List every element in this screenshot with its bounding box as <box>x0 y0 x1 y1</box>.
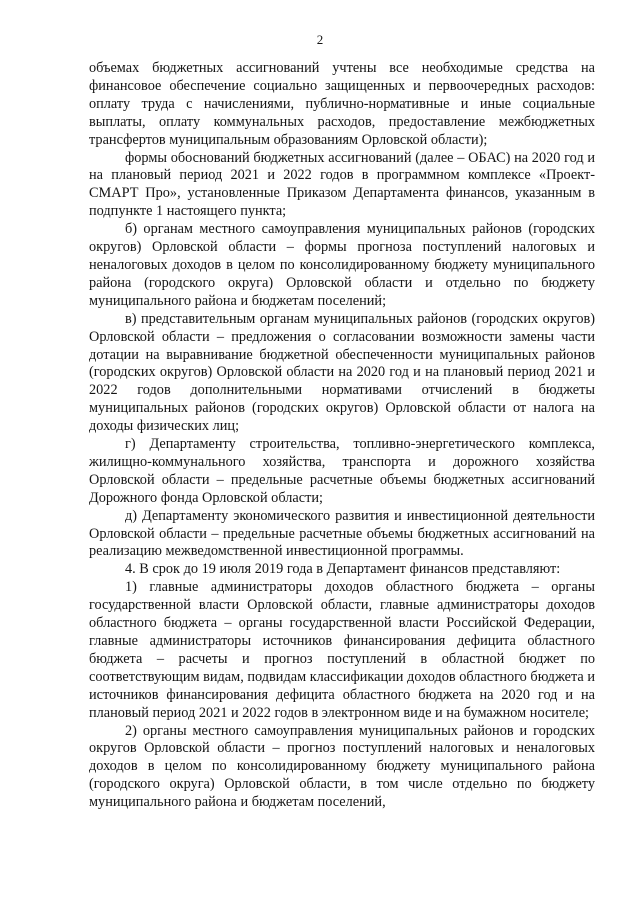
document-body <box>89 60 595 812</box>
paragraph-section-4: 4. В срок до 19 июля 2019 года в Департамент финансов представляют: <box>125 561 561 578</box>
paragraph-subitem-1: 1) главные администраторы доходов областного бюджета – органы государственной власти Орловской области, главные администраторы доходов областного бюджета – органы государственной власти Российской Федерации, главные администраторы источников финансирования дефицита областного бюджета – расчеты и прогноз поступлений в областной бюджет по соответствующим видам, подвидам классификации доходов областного бюджета и источников финансирования дефицита областного бюджета на 2020 год и на плановый период 2021 и 2022 годов в электронном виде и на бумажном носителе; <box>89 579 595 721</box>
paragraph-subitem-2: 2) органы местного самоуправления муниципальных районов и городских округов Орловской области – прогноз поступлений налоговых и неналоговых доходов в целом по консолидированному бюджету муниципального района (городского округа) Орловской области, в том числе отдельно по бюджету муниципального района и бюджетам поселений, <box>89 722 595 811</box>
page-number: 2 <box>316 32 324 47</box>
paragraph-budget-allocations: объемах бюджетных ассигнований учтены все необходимые средства на финансовое обеспечение социально защищенных и первоочередных расходов: оплату труда с начислениями, публично-нормативные и иные социальные выплаты, оплату коммунальных расходов, предоставление межбюджетных трансфертов муниципальным образованиям Орловской области); <box>89 60 595 148</box>
paragraph-item-d: д) Департаменту экономического развития и инвестиционной деятельности Орловской области – предельные расчетные объемы бюджетных ассигнований на реализацию межведомственной инвестиционной программы. <box>89 507 595 560</box>
paragraph-item-b: б) органам местного самоуправления муниципальных районов (городских округов) Орловской области – формы прогноза поступлений налоговых и неналоговых доходов в целом по консолидированному бюджету муниципального района (городского округа) Орловской области и отдельно по бюджету муниципального района и бюджетам поселений; <box>89 221 595 309</box>
paragraph-obas-forms: формы обоснований бюджетных ассигнований (далее – ОБАС) на 2020 год и на плановый период 2021 и 2022 годов в программном комплексе «Проект-СМАРТ Про», установленные Приказом Департамента финансов, указанным в подпункте 1 настоящего пункта; <box>89 149 595 220</box>
paragraph-item-v: в) представительным органам муниципальных районов (городских округов) Орловской области – предложения о согласовании возможности замены части дотации на выравнивание бюджетной обеспеченности муниципальных районов (городских округов) Орловской области на 2020 год и на плановый период 2021 и 2022 годов дополнительными нормативами отчислений в бюджеты муниципальных районов (городских округов) Орловской области от налога на доходы физических лиц; <box>89 310 595 435</box>
paragraph-item-g: г) Департаменту строительства, топливно-энергетического комплекса, жилищно-коммунального хозяйства, транспорта и дорожного хозяйства Орловской области – предельные расчетные объемы бюджетных ассигнований Дорожного фонда Орловской области; <box>89 436 595 506</box>
